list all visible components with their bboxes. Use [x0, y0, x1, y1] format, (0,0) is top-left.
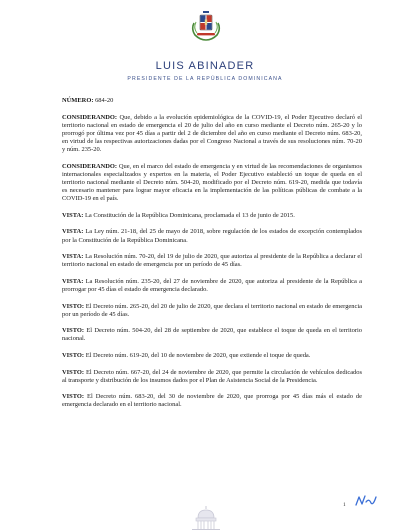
paragraph-lead: CONSIDERANDO:	[62, 113, 118, 121]
page-number: 1	[343, 502, 346, 508]
paragraph-lead: VISTO:	[62, 351, 85, 359]
paragraph-text: El Decreto núm. 667-20, del 24 de noviembre de 2020, que permite la circulación de vehículos dedicados al transporte y distribución de los insumos dados por el Plan de Asistencia Social de la Presidencia.	[62, 368, 362, 384]
paragraph-text: La Ley núm. 21-18, del 25 de mayo de 2018, sobre regulación de los estados de excepción contemplados por la Constitución de la República Dominicana.	[62, 228, 363, 244]
government-palace-dome-icon	[190, 504, 222, 530]
paragraph-lead: VISTA:	[62, 211, 84, 219]
paragraph-text: El Decreto núm. 683-20, del 30 de noviembre de 2020, que prorroga por 45 días más el estado de emergencia declarado en el territorio nacional.	[62, 393, 362, 409]
header-name: LUIS ABINADER	[155, 60, 255, 72]
number-label: NÚMERO:	[62, 97, 94, 104]
document-body	[62, 97, 362, 418]
paragraph	[62, 228, 362, 244]
paragraph	[62, 303, 362, 319]
paragraph-text: Que, debido a la evolución epidemiológica de la COVID-19, el Poder Ejecutivo declaró el territorio nacional en estado de emergencia el 20 de julio del año en curso mediante el Decreto núm. 265-20 y lo prorrogó por última vez por 45 días a partir del 2 de diciembre del año en curso mediante el Decreto núm. 683-20, en virtud de las respectivas autorizaciones dadas por el Congreso Nacional a través de sus resoluciones núm. 70-20 y núm. 235-20.	[62, 113, 362, 154]
paragraph-lead: VISTA:	[62, 228, 84, 236]
paragraph	[62, 278, 362, 294]
paragraph-lead: VISTO:	[62, 302, 85, 310]
signature-initials-icon	[355, 494, 377, 508]
header-subtitle: PRESIDENTE DE LA REPÚBLICA DOMINICANA	[127, 76, 283, 82]
coat-of-arms-icon	[191, 9, 221, 41]
paragraph-lead: CONSIDERANDO:	[62, 162, 118, 170]
paragraph	[62, 114, 362, 155]
paragraph-lead: VISTO:	[62, 393, 85, 401]
paragraph	[62, 163, 362, 204]
paragraph-text: La Resolución núm. 70-20, del 19 de julio de 2020, que autoriza al presidente de la República a declarar el territorio nacional en estado de emergencia por un período de 45 días.	[62, 253, 362, 269]
paragraph-lead: VISTA:	[62, 277, 84, 285]
paragraph-lead: VISTO:	[62, 368, 85, 376]
paragraph	[62, 369, 362, 385]
paragraph	[62, 253, 362, 269]
paragraph-text: La Constitución de la República Dominicana, proclamada el 13 de junio de 2015.	[84, 211, 295, 219]
document-number	[62, 97, 362, 105]
paragraph	[62, 352, 362, 360]
paragraph-text: El Decreto núm. 504-20, del 28 de septiembre de 2020, que establece el toque de queda en el territorio nacional.	[62, 327, 363, 343]
paragraph-lead: VISTA:	[62, 253, 84, 261]
paragraph-text: El Decreto núm. 619-20, del 10 de noviembre de 2020, que extiende el toque de queda.	[85, 351, 311, 359]
paragraph-text: La Resolución núm. 235-20, del 27 de noviembre de 2020, que autoriza al presidente de la República a prorrogar por 45 días el estado de emergencia declarado.	[62, 277, 362, 293]
paragraph	[62, 327, 362, 343]
paragraph-text: El Decreto núm. 265-20, del 20 de julio de 2020, que declara el territorio nacional en estado de emergencia por un período de 45 días.	[62, 302, 362, 318]
paragraph	[62, 393, 362, 409]
paragraph	[62, 212, 362, 220]
paragraph-lead: VISTO:	[62, 327, 85, 335]
paragraph-text: Que, en el marco del estado de emergencia y en virtud de las recomendaciones de organismos internacionales especializados y expertos en la materia, el Poder Ejecutivo estableció un toque de queda en el territorio nacional mediante el Decreto núm. 504-20, modificado por el Decreto núm. 619-20, medida que todavía es necesario mantener para lograr mayor eficacia en la implementación de las políticas públicas de combate a la COVID-19 en el país.	[62, 162, 363, 203]
number-value: 684-20	[95, 97, 114, 104]
